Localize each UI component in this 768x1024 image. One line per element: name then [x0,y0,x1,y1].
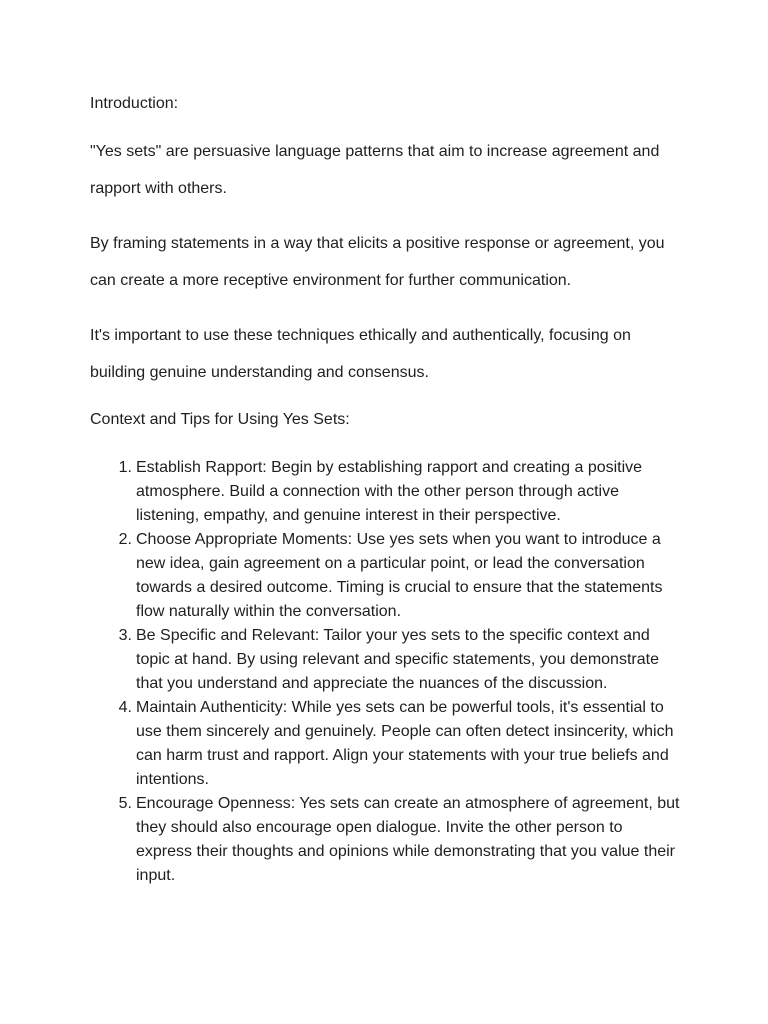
list-item [90,528,680,624]
tips-heading: Context and Tips for Using Yes Sets: [90,411,350,428]
list-item-number: 1. [118,459,132,476]
list-item-text: Maintain Authenticity: While yes sets can be powerful tools, it's essential to use them sincerely and genuinely. People can often detect insincerity, which can harm trust and rapport. Align your statements with your true beliefs and intentions. [136,699,674,788]
list-item-number: 5. [118,795,132,812]
list-item [90,624,680,696]
list-item [90,696,680,792]
list-item-text: Be Specific and Relevant: Tailor your yes sets to the specific context and topic at hand. By using relevant and specific statements, you demonstrate that you understand and appreciate the nuances of the discussion. [136,627,659,692]
list-item-text: Establish Rapport: Begin by establishing rapport and creating a positive atmosphere. Build a connection with the other person through active listening, empathy, and genuine interest in their perspective. [136,459,643,524]
list-item-number: 2. [118,531,132,548]
paragraph-framing-statements: By framing statements in a way that elicits a positive response or agreement, you can create a more receptive environment for further communication. [90,235,665,289]
tips-list [90,456,680,888]
intro-heading: Introduction: [90,95,179,112]
paragraph-yes-sets-definition: "Yes sets" are persuasive language patterns that aim to increase agreement and rapport with others. [90,143,660,197]
list-item [90,792,680,888]
list-item-number: 4. [118,699,132,716]
list-item-number: 3. [118,627,132,644]
list-item [90,456,680,528]
list-item-text: Encourage Openness: Yes sets can create an atmosphere of agreement, but they should also encourage open dialogue. Invite the other person to express their thoughts and opinions while demonstrating that you value their input. [136,795,680,884]
paragraph-ethical-use: It's important to use these techniques ethically and authentically, focusing on building genuine understanding and consensus. [90,327,631,381]
document-content [90,93,680,888]
list-item-text: Choose Appropriate Moments: Use yes sets when you want to introduce a new idea, gain agreement on a particular point, or lead the conversation towards a desired outcome. Timing is crucial to ensure that the statements flow naturally within the conversation. [136,531,663,620]
